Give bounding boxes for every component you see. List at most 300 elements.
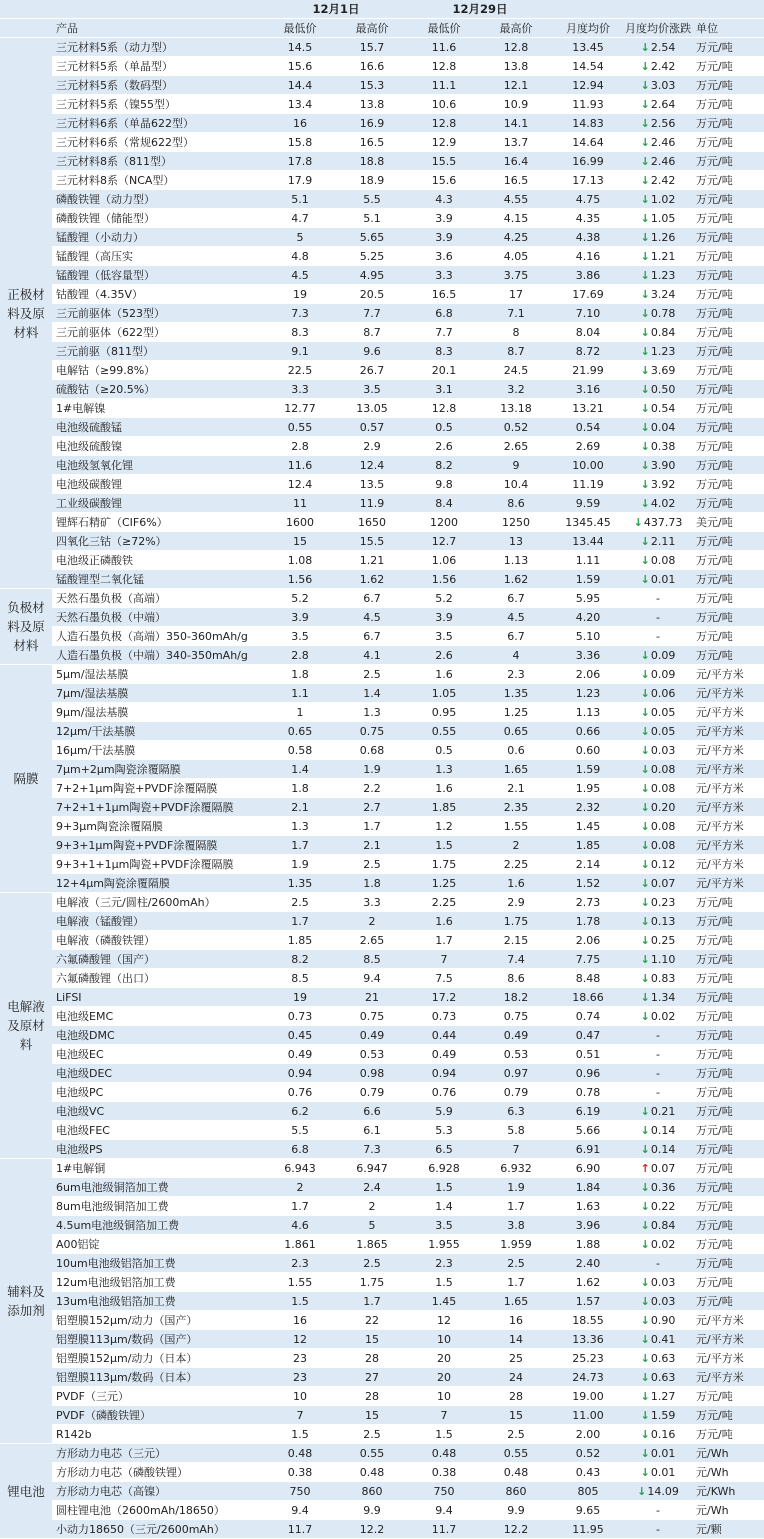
- change-value: 0.09: [650, 667, 676, 681]
- unit: 万元/吨: [692, 646, 764, 665]
- monthly-avg: 0.52: [552, 1444, 624, 1463]
- monthly-avg: 18.55: [552, 1311, 624, 1330]
- max-price-1: 5.65: [336, 228, 408, 247]
- monthly-change: [624, 532, 692, 551]
- table-row: [0, 228, 764, 247]
- product-name: 电池级VC: [52, 1102, 264, 1121]
- arrow-down-icon: ↓: [640, 1142, 650, 1156]
- product-name: 锰酸锂（低容量型）: [52, 266, 264, 285]
- min-price-1: 6.2: [264, 1102, 336, 1121]
- monthly-change: [624, 703, 692, 722]
- product-name: 三元材料5系（数码型）: [52, 76, 264, 95]
- monthly-avg: 6.90: [552, 1159, 624, 1178]
- monthly-avg: 0.78: [552, 1083, 624, 1102]
- max-price-2: 7.4: [480, 950, 552, 969]
- min-price-1: 12: [264, 1330, 336, 1349]
- monthly-change: [624, 513, 692, 532]
- table-row: [0, 133, 764, 152]
- change-value: 0.03: [650, 1275, 676, 1289]
- min-price-1: 14.4: [264, 76, 336, 95]
- table-row: [0, 456, 764, 475]
- max-price-1: 2.65: [336, 931, 408, 950]
- unit: 万元/吨: [692, 361, 764, 380]
- max-price-2: 6.7: [480, 589, 552, 608]
- max-price-2: 8.7: [480, 342, 552, 361]
- max-price-2: 14: [480, 1330, 552, 1349]
- min-price-2: 1.56: [408, 570, 480, 589]
- max-price-1: 3.3: [336, 893, 408, 912]
- table-row: [0, 171, 764, 190]
- min-price-1: 7.3: [264, 304, 336, 323]
- product-name: 铝塑膜152μm/动力（日本）: [52, 1349, 264, 1368]
- monthly-avg: 4.20: [552, 608, 624, 627]
- monthly-avg: 7.10: [552, 304, 624, 323]
- unit: 万元/吨: [692, 1140, 764, 1159]
- monthly-change: [624, 931, 692, 950]
- table-row: [0, 418, 764, 437]
- table-row: [0, 665, 764, 684]
- min-price-1: 1.7: [264, 836, 336, 855]
- min-price-2: 750: [408, 1482, 480, 1501]
- unit: 元/平方米: [692, 703, 764, 722]
- table-row: [0, 817, 764, 836]
- table-row: [0, 1083, 764, 1102]
- min-price-1: 1.9: [264, 855, 336, 874]
- max-price-1: 0.55: [336, 1444, 408, 1463]
- monthly-change: [624, 817, 692, 836]
- min-price-2: 3.1: [408, 380, 480, 399]
- max-price-2: 1.25: [480, 703, 552, 722]
- monthly-avg: 1.85: [552, 836, 624, 855]
- min-price-2: 5.9: [408, 1102, 480, 1121]
- max-price-1: 6.7: [336, 627, 408, 646]
- arrow-down-icon: ↓: [640, 401, 650, 415]
- unit: 元/平方米: [692, 665, 764, 684]
- unit: 万元/吨: [692, 76, 764, 95]
- change-value: 0.02: [650, 1237, 676, 1251]
- monthly-change: [624, 1311, 692, 1330]
- min-price-1: 22.5: [264, 361, 336, 380]
- monthly-change: [624, 1178, 692, 1197]
- max-price-2: 0.52: [480, 418, 552, 437]
- monthly-avg: 11.95: [552, 1520, 624, 1539]
- unit: 元/平方米: [692, 855, 764, 874]
- max-price-2: 6.3: [480, 1102, 552, 1121]
- monthly-change: [624, 342, 692, 361]
- unit: 万元/吨: [692, 1159, 764, 1178]
- max-price-2: 1.65: [480, 760, 552, 779]
- max-price-1: 0.57: [336, 418, 408, 437]
- table-row: [0, 1444, 764, 1463]
- max-price-2: 3.2: [480, 380, 552, 399]
- min-price-2: 0.44: [408, 1026, 480, 1045]
- product-name: 9+3+1+1μm陶瓷+PVDF涂覆隔膜: [52, 855, 264, 874]
- monthly-avg: 4.35: [552, 209, 624, 228]
- max-price-1: 0.48: [336, 1463, 408, 1482]
- monthly-avg: 2.73: [552, 893, 624, 912]
- table-row: [0, 722, 764, 741]
- arrow-down-icon: ↓: [640, 78, 650, 92]
- max-price-1: 0.68: [336, 741, 408, 760]
- change-value: 1.23: [650, 268, 676, 282]
- table-row: [0, 627, 764, 646]
- arrow-down-icon: ↓: [640, 724, 650, 738]
- table-row: [0, 114, 764, 133]
- max-price-2: 7.1: [480, 304, 552, 323]
- max-price-1: 11.9: [336, 494, 408, 513]
- max-price-2: 12.8: [480, 38, 552, 57]
- max-price-1: 16.5: [336, 133, 408, 152]
- min-price-2: 0.94: [408, 1064, 480, 1083]
- monthly-avg: 1.62: [552, 1273, 624, 1292]
- monthly-change: [624, 741, 692, 760]
- monthly-change: [624, 285, 692, 304]
- product-name: 人造石墨负极（中端）340-350mAh/g: [52, 646, 264, 665]
- monthly-avg: 5.10: [552, 627, 624, 646]
- unit: 万元/吨: [692, 1235, 764, 1254]
- unit: 万元/吨: [692, 1178, 764, 1197]
- min-price-1: 6.8: [264, 1140, 336, 1159]
- monthly-avg: 2.40: [552, 1254, 624, 1273]
- min-price-1: 14.5: [264, 38, 336, 57]
- min-price-1: 1.7: [264, 1197, 336, 1216]
- table-row: [0, 1026, 764, 1045]
- monthly-avg: 2.69: [552, 437, 624, 456]
- product-name: 7μm/湿法基膜: [52, 684, 264, 703]
- arrow-down-icon: ↓: [640, 420, 650, 434]
- arrow-down-icon: ↓: [640, 1180, 650, 1194]
- unit: 万元/吨: [692, 114, 764, 133]
- unit: 万元/吨: [692, 437, 764, 456]
- product-name: 三元材料8系（811型）: [52, 152, 264, 171]
- min-price-2: 7.7: [408, 323, 480, 342]
- date-header-row: [0, 0, 764, 19]
- min-price-1: 0.94: [264, 1064, 336, 1083]
- table-row: [0, 1311, 764, 1330]
- change-value: 0.13: [650, 914, 676, 928]
- product-name: 三元前驱（811型）: [52, 342, 264, 361]
- monthly-change: [624, 247, 692, 266]
- min-price-2: 1.75: [408, 855, 480, 874]
- arrow-down-icon: ↓: [640, 1351, 650, 1365]
- min-price-2: 1200: [408, 513, 480, 532]
- product-name: 磷酸铁锂（储能型）: [52, 209, 264, 228]
- table-row: [0, 1406, 764, 1425]
- unit: 万元/吨: [692, 171, 764, 190]
- table-row: [0, 1482, 764, 1501]
- monthly-avg: 0.51: [552, 1045, 624, 1064]
- arrow-down-icon: ↓: [640, 838, 650, 852]
- change-value: 0.78: [650, 306, 676, 320]
- arrow-down-icon: ↓: [640, 1218, 650, 1232]
- min-price-2: 15.6: [408, 171, 480, 190]
- monthly-change: [624, 1520, 692, 1539]
- monthly-avg: 0.66: [552, 722, 624, 741]
- min-price-1: 23: [264, 1368, 336, 1387]
- table-row: [0, 190, 764, 209]
- arrow-down-icon: ↓: [640, 1123, 650, 1137]
- max-price-2: 16.5: [480, 171, 552, 190]
- max-price-1: 2.2: [336, 779, 408, 798]
- min-price-2: 7: [408, 950, 480, 969]
- change-value: 0.54: [650, 401, 676, 415]
- arrow-down-icon: ↓: [640, 800, 650, 814]
- min-price-1: 12.4: [264, 475, 336, 494]
- monthly-change: [624, 456, 692, 475]
- max-price-2: 860: [480, 1482, 552, 1501]
- arrow-down-icon: ↓: [640, 781, 650, 795]
- change-value: 0.83: [650, 971, 676, 985]
- max-price-2: 9: [480, 456, 552, 475]
- min-price-1: 4.5: [264, 266, 336, 285]
- max-price-2: 12.2: [480, 1520, 552, 1539]
- max-price-2: 0.55: [480, 1444, 552, 1463]
- max-price-2: 4: [480, 646, 552, 665]
- min-price-2: 1.25: [408, 874, 480, 893]
- max-price-2: 4.25: [480, 228, 552, 247]
- table-row: [0, 893, 764, 912]
- arrow-down-icon: ↓: [640, 705, 650, 719]
- arrow-down-icon: ↓: [640, 572, 650, 586]
- min-price-1: 15: [264, 532, 336, 551]
- change-value: 0.08: [650, 553, 676, 567]
- max-price-1: 4.5: [336, 608, 408, 627]
- arrow-down-icon: ↓: [640, 990, 650, 1004]
- min-price-1: 1: [264, 703, 336, 722]
- category-label: 锂电池: [0, 1444, 52, 1539]
- max-price-2: 2.9: [480, 893, 552, 912]
- monthly-avg: 4.75: [552, 190, 624, 209]
- min-price-2: 11.1: [408, 76, 480, 95]
- table-row: [0, 646, 764, 665]
- change-value: 1.34: [650, 990, 676, 1004]
- product-name: 锂辉石精矿（CIF6%）: [52, 513, 264, 532]
- monthly-change: [624, 494, 692, 513]
- change-value: 0.08: [650, 781, 676, 795]
- table-row: [0, 931, 764, 950]
- max-price-2: 0.6: [480, 741, 552, 760]
- table-row: [0, 1121, 764, 1140]
- unit: 元/平方米: [692, 1330, 764, 1349]
- table-row: [0, 1368, 764, 1387]
- table-row: [0, 912, 764, 931]
- monthly-change: [624, 171, 692, 190]
- unit: 万元/吨: [692, 1045, 764, 1064]
- arrow-up-icon: ↑: [640, 1161, 650, 1175]
- min-price-2: 2.3: [408, 1254, 480, 1273]
- monthly-avg: 11.19: [552, 475, 624, 494]
- min-price-1: 3.9: [264, 608, 336, 627]
- max-price-2: 1.959: [480, 1235, 552, 1254]
- min-price-1: 3.5: [264, 627, 336, 646]
- change-value: 1.21: [650, 249, 676, 263]
- unit: 万元/吨: [692, 1064, 764, 1083]
- max-price-1: 0.53: [336, 1045, 408, 1064]
- table-row: [0, 798, 764, 817]
- table-row: [0, 741, 764, 760]
- change-value: 0.07: [650, 1161, 676, 1175]
- table-row: [0, 342, 764, 361]
- change-value: -: [656, 1066, 661, 1080]
- monthly-change: [624, 893, 692, 912]
- min-price-2: 3.6: [408, 247, 480, 266]
- unit: 万元/吨: [692, 570, 764, 589]
- max-price-1: 28: [336, 1387, 408, 1406]
- min-price-1: 11.6: [264, 456, 336, 475]
- unit: 万元/吨: [692, 228, 764, 247]
- min-price-2: 0.95: [408, 703, 480, 722]
- min-price-2: 12.9: [408, 133, 480, 152]
- table-row: [0, 532, 764, 551]
- max-price-1: 28: [336, 1349, 408, 1368]
- product-name: 7+2+1μm陶瓷+PVDF涂覆隔膜: [52, 779, 264, 798]
- monthly-change: [624, 361, 692, 380]
- max-price-1: 15.3: [336, 76, 408, 95]
- min-price-1: 2.1: [264, 798, 336, 817]
- max-price-2: 24.5: [480, 361, 552, 380]
- monthly-change: [624, 969, 692, 988]
- table-row: [0, 855, 764, 874]
- product-name: 六氟磷酸锂（国产）: [52, 950, 264, 969]
- min-price-2: 3.5: [408, 1216, 480, 1235]
- product-name: PVDF（三元）: [52, 1387, 264, 1406]
- monthly-avg: 2.06: [552, 665, 624, 684]
- monthly-change: [624, 1330, 692, 1349]
- table-row: [0, 1425, 764, 1444]
- product-name: 电池级PC: [52, 1083, 264, 1102]
- min-price-1: 5.1: [264, 190, 336, 209]
- col-max1: 最高价: [336, 19, 408, 38]
- min-price-2: 12.7: [408, 532, 480, 551]
- min-price-2: 15.5: [408, 152, 480, 171]
- change-value: 3.24: [650, 287, 676, 301]
- max-price-1: 1.9: [336, 760, 408, 779]
- max-price-1: 20.5: [336, 285, 408, 304]
- max-price-2: 0.79: [480, 1083, 552, 1102]
- change-value: 0.50: [650, 382, 676, 396]
- arrow-down-icon: ↓: [640, 1294, 650, 1308]
- product-name: 方形动力电芯（三元）: [52, 1444, 264, 1463]
- change-value: 2.56: [650, 116, 676, 130]
- max-price-2: 2.35: [480, 798, 552, 817]
- unit: 万元/吨: [692, 893, 764, 912]
- min-price-1: 15.6: [264, 57, 336, 76]
- product-name: 电解液（锰酸锂）: [52, 912, 264, 931]
- max-price-2: 0.65: [480, 722, 552, 741]
- unit: 万元/吨: [692, 1102, 764, 1121]
- min-price-2: 0.49: [408, 1045, 480, 1064]
- monthly-avg: 3.96: [552, 1216, 624, 1235]
- arrow-down-icon: ↓: [640, 1408, 650, 1422]
- unit: 万元/吨: [692, 589, 764, 608]
- max-price-2: 0.53: [480, 1045, 552, 1064]
- unit: 万元/吨: [692, 1387, 764, 1406]
- change-value: 1.23: [650, 344, 676, 358]
- unit: 万元/吨: [692, 475, 764, 494]
- arrow-down-icon: ↓: [640, 1199, 650, 1213]
- min-price-1: 11: [264, 494, 336, 513]
- date1-header: 12月1日: [264, 0, 408, 19]
- monthly-change: [624, 266, 692, 285]
- min-price-1: 5.2: [264, 589, 336, 608]
- min-price-1: 17.9: [264, 171, 336, 190]
- max-price-2: 0.97: [480, 1064, 552, 1083]
- change-value: 2.11: [650, 534, 676, 548]
- arrow-down-icon: ↓: [640, 211, 650, 225]
- monthly-change: [624, 38, 692, 57]
- change-value: 0.41: [650, 1332, 676, 1346]
- min-price-1: 4.6: [264, 1216, 336, 1235]
- max-price-1: 6.1: [336, 1121, 408, 1140]
- arrow-down-icon: ↓: [640, 439, 650, 453]
- max-price-1: 5.5: [336, 190, 408, 209]
- product-name: 三元材料5系（动力型）: [52, 38, 264, 57]
- monthly-avg: 21.99: [552, 361, 624, 380]
- max-price-2: 3.75: [480, 266, 552, 285]
- unit: 万元/吨: [692, 285, 764, 304]
- monthly-change: [624, 1406, 692, 1425]
- max-price-2: 8: [480, 323, 552, 342]
- min-price-1: 0.76: [264, 1083, 336, 1102]
- min-price-1: 1.85: [264, 931, 336, 950]
- max-price-1: 1.7: [336, 817, 408, 836]
- min-price-2: 1.6: [408, 779, 480, 798]
- min-price-1: 16: [264, 114, 336, 133]
- monthly-change: [624, 95, 692, 114]
- product-name: 12μm/干法基膜: [52, 722, 264, 741]
- monthly-avg: 3.36: [552, 646, 624, 665]
- table-row: [0, 1292, 764, 1311]
- arrow-down-icon: ↓: [640, 952, 650, 966]
- arrow-down-icon: ↓: [640, 268, 650, 282]
- monthly-avg: 8.04: [552, 323, 624, 342]
- max-price-1: 6.7: [336, 589, 408, 608]
- min-price-2: 10: [408, 1387, 480, 1406]
- max-price-2: 9.9: [480, 1501, 552, 1520]
- min-price-1: 1.1: [264, 684, 336, 703]
- monthly-avg: 14.54: [552, 57, 624, 76]
- max-price-1: 13.05: [336, 399, 408, 418]
- min-price-2: 12.8: [408, 399, 480, 418]
- product-name: 天然石墨负极（中端）: [52, 608, 264, 627]
- arrow-down-icon: ↓: [640, 116, 650, 130]
- monthly-avg: 17.13: [552, 171, 624, 190]
- max-price-1: 13.5: [336, 475, 408, 494]
- max-price-1: 0.75: [336, 1007, 408, 1026]
- table-row: [0, 1197, 764, 1216]
- product-name: 人造石墨负极（高端）350-360mAh/g: [52, 627, 264, 646]
- min-price-2: 7: [408, 1406, 480, 1425]
- unit: 元/平方米: [692, 817, 764, 836]
- table-row: [0, 589, 764, 608]
- max-price-1: 2.5: [336, 1254, 408, 1273]
- min-price-1: 8.3: [264, 323, 336, 342]
- unit: 万元/吨: [692, 931, 764, 950]
- max-price-2: 1.9: [480, 1178, 552, 1197]
- min-price-2: 10: [408, 1330, 480, 1349]
- max-price-1: 1650: [336, 513, 408, 532]
- monthly-change: [624, 855, 692, 874]
- arrow-down-icon: ↓: [640, 1275, 650, 1289]
- min-price-2: 0.76: [408, 1083, 480, 1102]
- change-value: 0.14: [650, 1123, 676, 1137]
- arrow-down-icon: ↓: [640, 553, 650, 567]
- max-price-2: 25: [480, 1349, 552, 1368]
- arrow-down-icon: ↓: [640, 1370, 650, 1384]
- table-row: [0, 1159, 764, 1178]
- max-price-2: 1.13: [480, 551, 552, 570]
- max-price-1: 21: [336, 988, 408, 1007]
